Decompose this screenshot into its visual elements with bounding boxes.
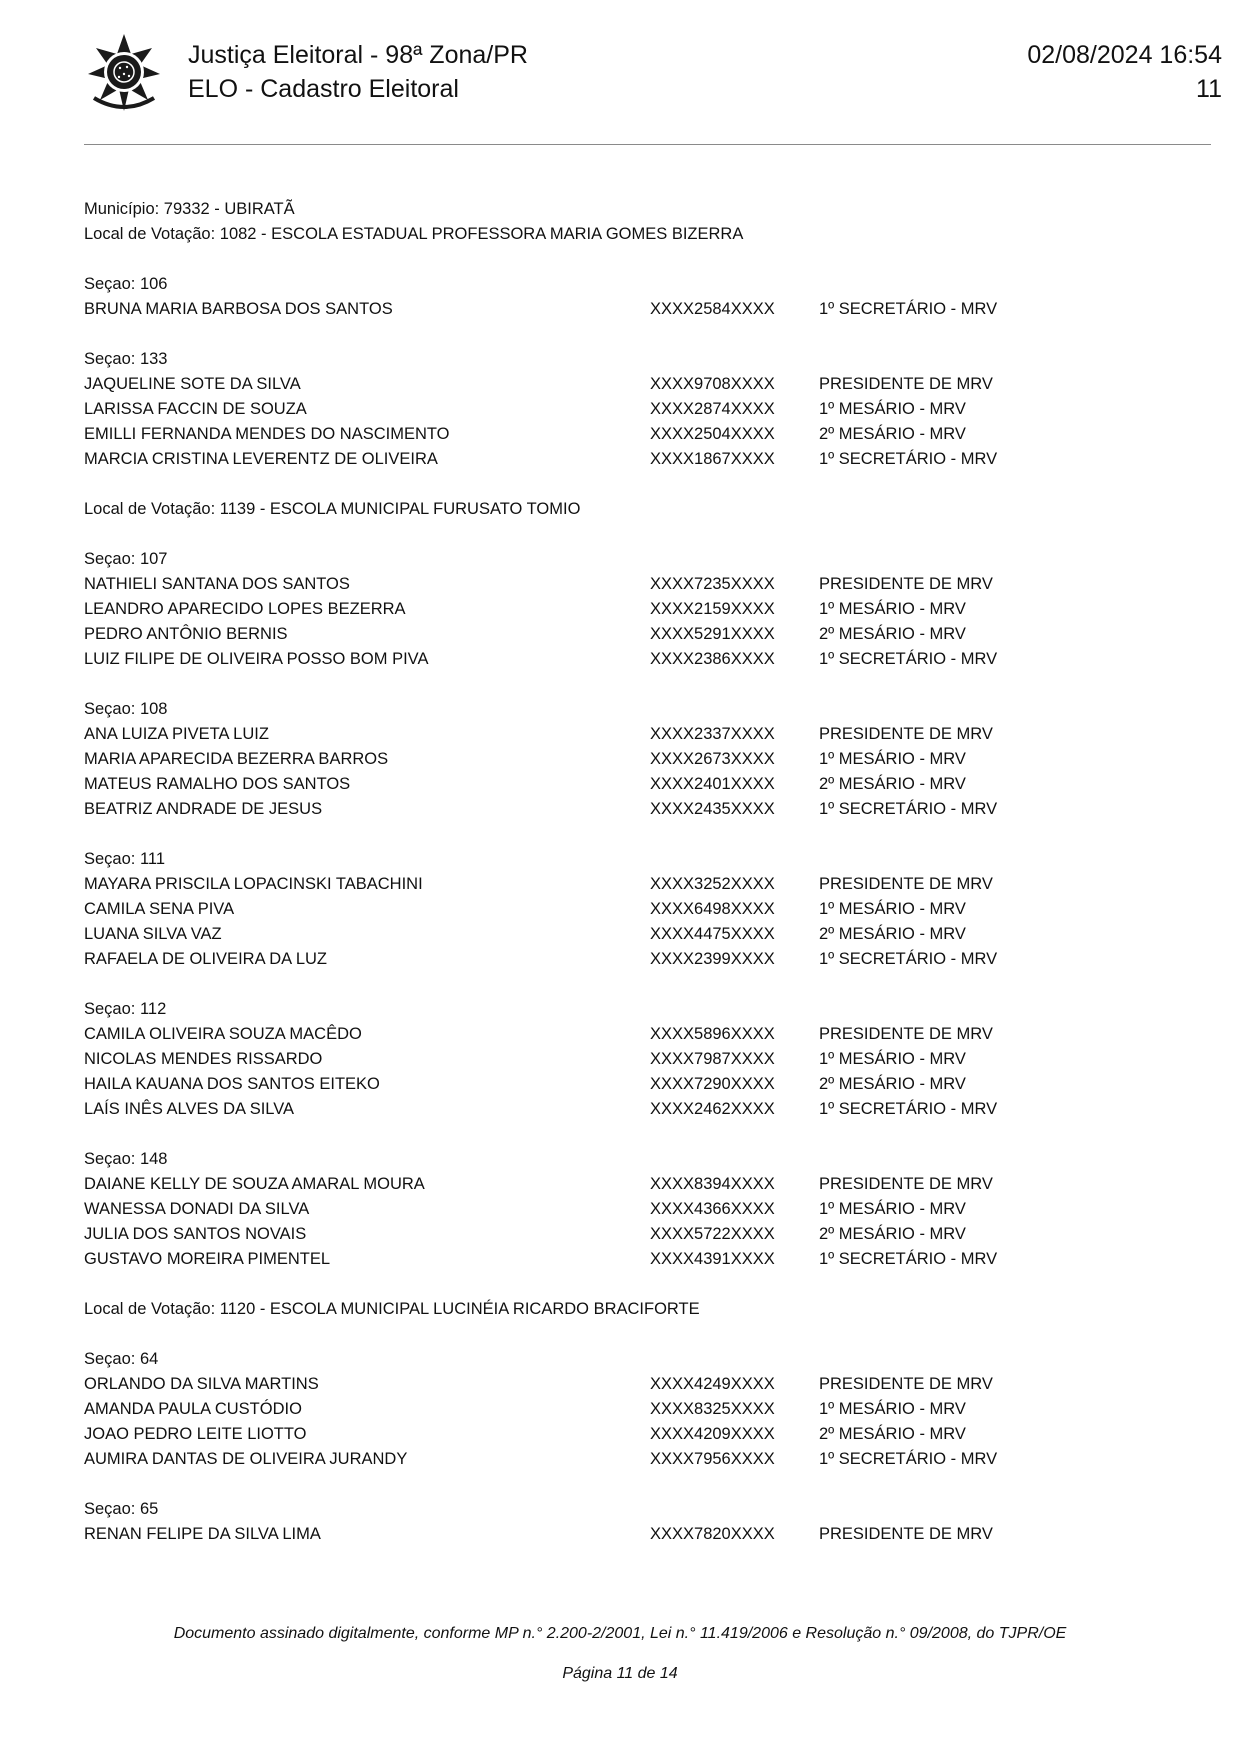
member-funcao: 1º SECRETÁRIO - MRV [819,650,998,668]
member-name: RENAN FELIPE DA SILVA LIMA [84,1525,321,1543]
member-funcao: 2º MESÁRIO - MRV [819,425,966,443]
member-name: MATEUS RAMALHO DOS SANTOS [84,775,351,793]
member-row [84,372,1211,397]
member-funcao: 1º MESÁRIO - MRV [819,900,966,918]
member-funcao: 1º SECRETÁRIO - MRV [819,300,998,318]
member-funcao: 1º MESÁRIO - MRV [819,750,966,768]
secao-label: Seçao: 112 [84,1000,167,1018]
member-funcao: 1º SECRETÁRIO - MRV [819,800,998,818]
member-name: AUMIRA DANTAS DE OLIVEIRA JURANDY [84,1450,408,1468]
member-name: WANESSA DONADI DA SILVA [84,1200,310,1218]
member-inscricao: XXXX9708XXXX [650,375,775,393]
member-inscricao: XXXX5291XXXX [650,625,775,643]
header-titles [188,38,528,106]
member-row [84,772,1211,797]
member-funcao: PRESIDENTE DE MRV [819,875,993,893]
member-inscricao: XXXX7235XXXX [650,575,775,593]
signature-note: Documento assinado digitalmente, conforme MP n.° 2.200-2/2001, Lei n.° 11.419/2006 e Resolução n.° 09/2008, do TJPR/OE [173,1625,1067,1642]
member-name: EMILLI FERNANDA MENDES DO NASCIMENTO [84,425,450,443]
member-row [84,747,1211,772]
member-funcao: 1º SECRETÁRIO - MRV [819,1450,998,1468]
member-name: LUANA SILVA VAZ [84,925,222,943]
member-inscricao: XXXX1867XXXX [650,450,775,468]
spacer [84,1322,1211,1347]
local-votacao-line: Local de Votação: 1082 - ESCOLA ESTADUAL PROFESSORA MARIA GOMES BIZERRA [84,225,744,243]
member-row [84,1097,1211,1122]
member-funcao: PRESIDENTE DE MRV [819,725,993,743]
member-row [84,647,1211,672]
member-row [84,1072,1211,1097]
member-name: PEDRO ANTÔNIO BERNIS [84,625,288,643]
secao-label: Seçao: 133 [84,350,168,368]
secao-label: Seçao: 65 [84,1500,159,1518]
secao-label: Seçao: 106 [84,275,168,293]
header-meta [1027,38,1222,106]
member-row [84,1047,1211,1072]
member-funcao: 2º MESÁRIO - MRV [819,1425,966,1443]
member-row [84,1022,1211,1047]
member-inscricao: XXXX2462XXXX [650,1100,775,1118]
member-funcao: PRESIDENTE DE MRV [819,1025,993,1043]
member-inscricao: XXXX5896XXXX [650,1025,775,1043]
member-inscricao: XXXX7290XXXX [650,1075,775,1093]
member-inscricao: XXXX4366XXXX [650,1200,775,1218]
secao-label: Seçao: 111 [84,850,166,868]
document-body [84,197,1211,1547]
member-funcao: 1º MESÁRIO - MRV [819,400,966,418]
member-row [84,897,1211,922]
local-votacao-line: Local de Votação: 1120 - ESCOLA MUNICIPAL LUCINÉIA RICARDO BRACIFORTE [84,1300,700,1318]
secao-label: Seçao: 64 [84,1350,159,1368]
member-name: MARCIA CRISTINA LEVERENTZ DE OLIVEIRA [84,450,438,468]
member-funcao: PRESIDENTE DE MRV [819,1375,993,1393]
member-name: ORLANDO DA SILVA MARTINS [84,1375,319,1393]
member-inscricao: XXXX7987XXXX [650,1050,775,1068]
municipio-line: Município: 79332 - UBIRATÃ [84,200,295,218]
member-funcao: 1º SECRETÁRIO - MRV [819,1250,998,1268]
member-name: JAQUELINE SOTE DA SILVA [84,375,301,393]
member-inscricao: XXXX8325XXXX [650,1400,775,1418]
spacer [84,972,1211,997]
member-name: JOAO PEDRO LEITE LIOTTO [84,1425,307,1443]
member-inscricao: XXXX4391XXXX [650,1250,775,1268]
member-inscricao: XXXX5722XXXX [650,1225,775,1243]
member-row [84,1397,1211,1422]
member-row [84,722,1211,747]
member-funcao: 1º SECRETÁRIO - MRV [819,1100,998,1118]
member-name: NATHIELI SANTANA DOS SANTOS [84,575,350,593]
pagination: Página 11 de 14 [562,1665,678,1682]
spacer [84,247,1211,272]
member-name: RAFAELA DE OLIVEIRA DA LUZ [84,950,328,968]
member-row [84,622,1211,647]
member-name: BRUNA MARIA BARBOSA DOS SANTOS [84,300,393,318]
member-name: BEATRIZ ANDRADE DE JESUS [84,800,323,818]
member-row [84,447,1211,472]
member-name: NICOLAS MENDES RISSARDO [84,1050,323,1068]
member-name: ANA LUIZA PIVETA LUIZ [84,725,269,743]
member-row [84,797,1211,822]
member-name: LEANDRO APARECIDO LOPES BEZERRA [84,600,406,618]
member-inscricao: XXXX7956XXXX [650,1450,775,1468]
member-inscricao: XXXX2673XXXX [650,750,775,768]
spacer [84,822,1211,847]
member-row [84,422,1211,447]
member-row [84,1372,1211,1397]
member-funcao: PRESIDENTE DE MRV [819,375,993,393]
member-inscricao: XXXX2584XXXX [650,300,775,318]
spacer [84,1122,1211,1147]
local-votacao-line: Local de Votação: 1139 - ESCOLA MUNICIPAL FURUSATO TOMIO [84,500,581,518]
member-row [84,922,1211,947]
member-name: MAYARA PRISCILA LOPACINSKI TABACHINI [84,875,423,893]
member-inscricao: XXXX6498XXXX [650,900,775,918]
member-inscricao: XXXX4475XXXX [650,925,775,943]
member-funcao: PRESIDENTE DE MRV [819,1175,993,1193]
member-row [84,297,1211,322]
member-name: AMANDA PAULA CUSTÓDIO [84,1400,302,1418]
member-inscricao: XXXX2399XXXX [650,950,775,968]
spacer [84,472,1211,497]
member-name: GUSTAVO MOREIRA PIMENTEL [84,1250,331,1268]
secao-label: Seçao: 148 [84,1150,168,1168]
member-funcao: 1º MESÁRIO - MRV [819,600,966,618]
member-funcao: 2º MESÁRIO - MRV [819,775,966,793]
member-name: HAILA KAUANA DOS SANTOS EITEKO [84,1075,380,1093]
member-row [84,872,1211,897]
member-inscricao: XXXX2504XXXX [650,425,775,443]
member-row [84,1222,1211,1247]
member-funcao: 2º MESÁRIO - MRV [819,1225,966,1243]
header-divider [84,144,1211,145]
member-funcao: 1º SECRETÁRIO - MRV [819,950,998,968]
spacer [84,672,1211,697]
report-datetime: 02/08/2024 16:54 [1027,41,1222,69]
member-row [84,1522,1211,1547]
member-funcao: 2º MESÁRIO - MRV [819,625,966,643]
member-name: LUIZ FILIPE DE OLIVEIRA POSSO BOM PIVA [84,650,429,668]
spacer [84,522,1211,547]
member-name: CAMILA OLIVEIRA SOUZA MACÊDO [84,1025,362,1043]
member-inscricao: XXXX3252XXXX [650,875,775,893]
header-page-number: 11 [1196,75,1222,103]
member-inscricao: XXXX4249XXXX [650,1375,775,1393]
member-inscricao: XXXX8394XXXX [650,1175,775,1193]
member-name: LARISSA FACCIN DE SOUZA [84,400,307,418]
member-name: LAÍS INÊS ALVES DA SILVA [84,1100,295,1118]
brasao-republica-icon [84,32,164,114]
member-name: JULIA DOS SANTOS NOVAIS [84,1225,307,1243]
spacer [84,1272,1211,1297]
member-inscricao: XXXX2337XXXX [650,725,775,743]
page-header [0,0,1240,150]
member-row [84,947,1211,972]
member-name: CAMILA SENA PIVA [84,900,235,918]
member-name: DAIANE KELLY DE SOUZA AMARAL MOURA [84,1175,425,1193]
member-inscricao: XXXX7820XXXX [650,1525,775,1543]
member-funcao: PRESIDENTE DE MRV [819,1525,993,1543]
secao-label: Seçao: 107 [84,550,168,568]
member-row [84,1447,1211,1472]
member-inscricao: XXXX2159XXXX [650,600,775,618]
member-row [84,1172,1211,1197]
member-row [84,597,1211,622]
member-funcao: 1º MESÁRIO - MRV [819,1400,966,1418]
member-row [84,1247,1211,1272]
member-funcao: PRESIDENTE DE MRV [819,575,993,593]
member-funcao: 2º MESÁRIO - MRV [819,1075,966,1093]
member-funcao: 1º MESÁRIO - MRV [819,1200,966,1218]
member-row [84,397,1211,422]
member-row [84,1422,1211,1447]
member-funcao: 1º MESÁRIO - MRV [819,1050,966,1068]
member-inscricao: XXXX2386XXXX [650,650,775,668]
member-row [84,572,1211,597]
member-inscricao: XXXX4209XXXX [650,1425,775,1443]
member-name: MARIA APARECIDA BEZERRA BARROS [84,750,389,768]
org-title: Justiça Eleitoral - 98ª Zona/PR [188,41,528,69]
member-inscricao: XXXX2401XXXX [650,775,775,793]
member-inscricao: XXXX2435XXXX [650,800,775,818]
member-funcao: 2º MESÁRIO - MRV [819,925,966,943]
system-title: ELO - Cadastro Eleitoral [188,75,459,103]
spacer [84,1472,1211,1497]
member-row [84,1197,1211,1222]
secao-label: Seçao: 108 [84,700,168,718]
member-inscricao: XXXX2874XXXX [650,400,775,418]
member-funcao: 1º SECRETÁRIO - MRV [819,450,998,468]
spacer [84,322,1211,347]
